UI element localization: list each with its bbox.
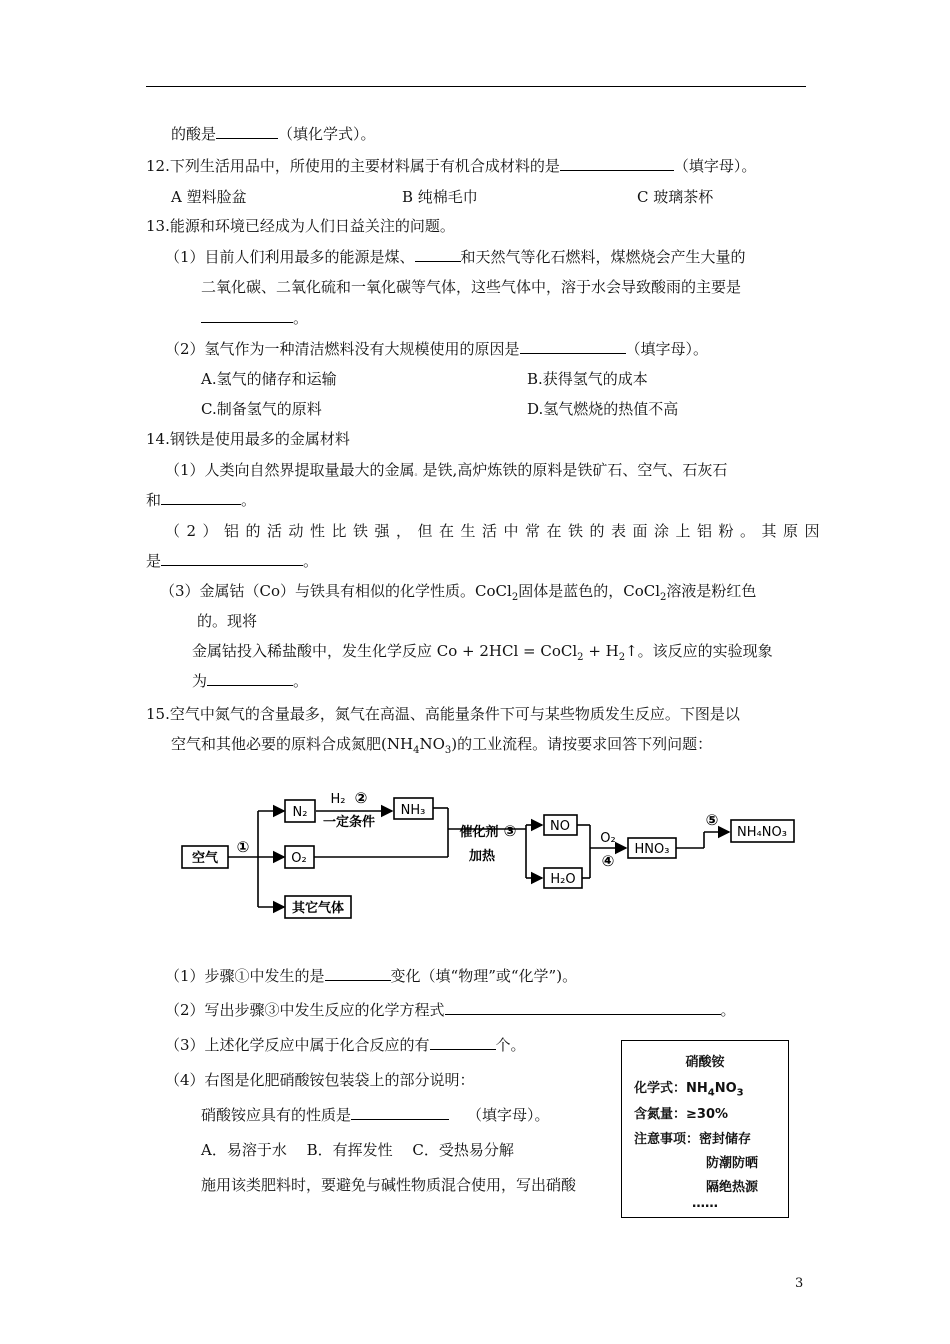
label-o2-step4: O₂: [600, 831, 616, 846]
label-nh3: NH₃: [400, 803, 426, 818]
step-2-marker: ②: [354, 789, 368, 807]
q12-option-b: B 纯棉毛巾: [402, 188, 478, 206]
answer-blank[interactable]: [351, 1105, 449, 1120]
page-number: 3: [795, 1276, 804, 1291]
q15-part2: （2）写出步骤③中发生反应的化学方程式 。: [165, 1001, 736, 1019]
label-formula: 化学式：$NH_4NO_3$: [634, 1081, 744, 1099]
q12-option-a: A 塑料脸盆: [171, 188, 247, 206]
label-note-3: 隔绝热源: [706, 1180, 759, 1195]
q13-stem: 13.能源和环境已经成为人们日益关注的问题。: [146, 217, 455, 235]
fertilizer-label-box: [621, 1040, 789, 1218]
process-flow-diagram: [176, 780, 806, 930]
label-condition: 一定条件: [322, 815, 376, 830]
answer-blank[interactable]: [430, 1035, 496, 1050]
label-n2: N₂: [292, 805, 308, 820]
label-catalyst: 催化剂: [459, 825, 499, 840]
label-hno3: HNO₃: [634, 842, 670, 857]
label-nh4no3: NH₄NO₃: [737, 825, 787, 840]
answer-blank[interactable]: [216, 124, 278, 139]
label-air: 空气: [191, 851, 219, 866]
q14-part2-line2: 是 。: [146, 552, 319, 570]
q15-part1: （1）步骤①中发生的是 变化（填“物理”或“化学”)。: [165, 967, 578, 985]
answer-blank[interactable]: [161, 551, 303, 566]
step-3-marker: ③: [503, 822, 517, 840]
q14-part1-line2: 和 。: [146, 491, 257, 509]
q13-part1: （1）目前人们利用最多的能源是煤、 和天然气等化石燃料，煤燃烧会产生大量的: [165, 248, 746, 266]
q15-part4-options: A．易溶于水 B．有挥发性 C．受热易分解: [201, 1141, 514, 1159]
answer-blank[interactable]: [207, 671, 293, 686]
q14-part3-line4: 为 。: [192, 672, 309, 690]
answer-blank[interactable]: [415, 247, 461, 262]
label-notes: 注意事项：密封储存: [634, 1132, 752, 1147]
header-rule: [146, 86, 806, 87]
q14-part2: （2）铝的活动性比铁强，但在生活中常在铁的表面涂上铝粉。其原因: [165, 522, 827, 540]
label-no: NO: [550, 819, 570, 834]
answer-blank[interactable]: [325, 966, 391, 981]
answer-blank[interactable]: [201, 308, 293, 323]
q15-stem: 15.空气中氮气的含量最多，氮气在高温、高能量条件下可与某些物质发生反应。下图是以: [146, 705, 740, 723]
label-note-2: 防潮防晒: [706, 1156, 759, 1171]
label-title: 硝酸铵: [685, 1055, 725, 1070]
step-5-marker: ⑤: [705, 811, 719, 829]
q14-part3-line3: 金属钴投入稀盐酸中，发生化学反应 Co + 2HCl = CoCl$_2$ + $H_2↑$。该反应的实验现象: [192, 642, 773, 663]
label-other-gases: 其它气体: [291, 901, 345, 916]
q13-option-c: C.制备氢气的原料: [201, 400, 322, 418]
label-h2: H₂: [330, 792, 346, 807]
q13-part1-line3: 。: [201, 308, 308, 328]
q13-option-a: A.氢气的储存和运输: [201, 370, 337, 388]
q12-option-c: C 玻璃茶杯: [637, 188, 714, 206]
answer-blank[interactable]: [161, 490, 241, 505]
label-ellipsis: ……: [692, 1196, 718, 1211]
label-heat: 加热: [468, 849, 496, 864]
q13-part2: （2）氢气作为一种清洁燃料没有大规模使用的原因是 （填字母）。: [165, 340, 709, 358]
label-o2: O₂: [291, 851, 307, 866]
q12-stem: 12.下列生活用品中，所使用的主要材料属于有机合成材料的是 （填字母）。: [146, 157, 757, 175]
q15-part4-last: 施用该类肥料时，要避免与碱性物质混合使用，写出硝酸: [201, 1176, 577, 1194]
label-h2o: H₂O: [550, 872, 576, 887]
step-1-marker: ①: [236, 838, 250, 856]
answer-blank[interactable]: [445, 1000, 721, 1015]
label-nitrogen-content: 含氮量：≥30%: [634, 1107, 729, 1122]
q13-option-b: B.获得氢气的成本: [527, 370, 648, 388]
answer-blank[interactable]: [560, 156, 674, 171]
q11-tail: 的酸是 （填化学式）。: [171, 125, 376, 143]
answer-blank[interactable]: [520, 339, 626, 354]
q15-part4-question: 硝酸铵应具有的性质是 （填字母）。: [201, 1106, 550, 1124]
q15-stem-line2: 空气和其他必要的原料合成氮肥$(NH_4NO_3)$的工业流程。请按要求回答下列问题：: [171, 735, 713, 756]
q13-part1-line2: 二氧化碳、二氧化硫和一氧化碳等气体，这些气体中，溶于水会导致酸雨的主要是: [201, 278, 742, 296]
q15-part4: （4）右图是化肥硝酸铵包装袋上的部分说明：: [165, 1071, 475, 1089]
q13-option-d: D.氢气燃烧的热值不高: [527, 400, 679, 418]
q14-part3-line2: 的。现将: [197, 612, 258, 630]
q14-part1: （1）人类向自然界提取量最大的金属。是铁,高炉炼铁的原料是铁矿石、空气、石灰石: [165, 461, 728, 479]
q15-part3: （3）上述化学反应中属于化合反应的有 个。: [165, 1036, 526, 1054]
step-4-marker: ④: [601, 852, 615, 870]
q14-stem: 14.钢铁是使用最多的金属材料: [146, 430, 350, 448]
q14-part3: （3）金属钴（Co）与铁具有相似的化学性质。CoCl$_2$固体是蓝色的，CoCl$_2$溶液是粉红色: [160, 582, 757, 603]
